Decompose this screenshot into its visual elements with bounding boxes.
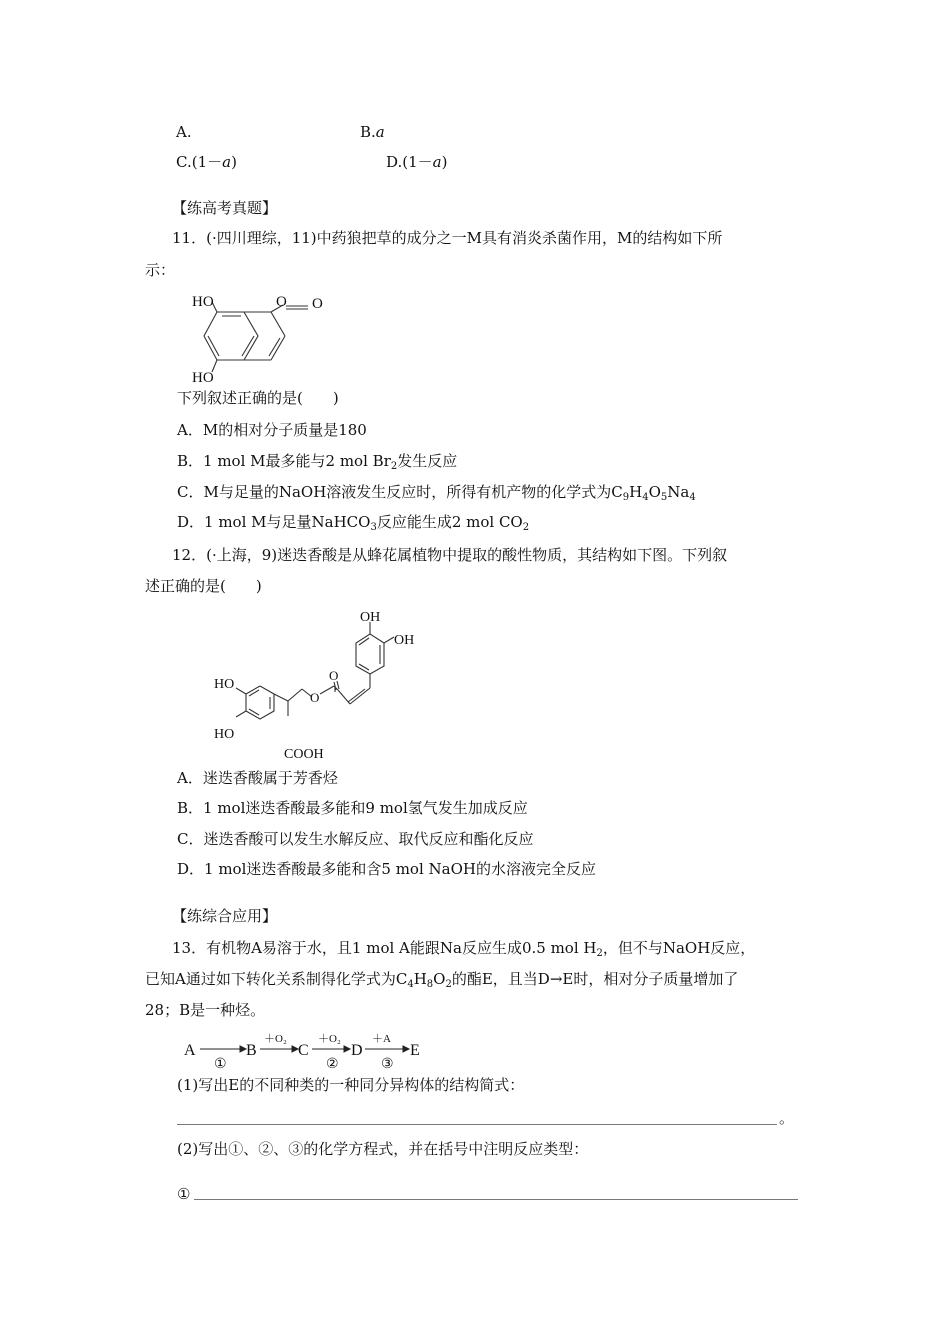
q13-stem-line2: 已知A通过如下转化关系制得化学式为$C_4H_8O_2$的酯E，且当D→E时，相对分子质量增加了 [145,970,739,990]
q13-stem-line3: 28；B是一种烃。 [145,1001,266,1019]
q13-scheme-d: D [351,1042,363,1059]
q13-part1-period: 。 [779,1109,795,1127]
q13-reaction-scheme [180,1024,440,1072]
q12-label-o-carbonyl: O [329,668,339,683]
q11-stem-line1: 11．(·四川理综，11)中药狼把草的成分之一M具有消炎杀菌作用，M的结构如下所 [172,229,723,247]
q10-option-b: B.a [360,123,385,141]
q13-scheme-c: C [298,1042,309,1059]
q10-option-d: D.(1－a) [386,153,448,171]
q13-scheme-reagent4: ＋A [372,1033,391,1045]
q12-option-a: A．迷迭香酸属于芳香烃 [177,769,338,787]
q10-option-c: C.(1－a) [176,153,237,171]
q12-option-b: B．1 mol迷迭香酸最多能和9 mol氢气发生加成反应 [177,799,528,817]
q12-stem-line2: 述正确的是( ) [145,577,262,595]
q13-scheme-reagent3: ＋O₂ [318,1033,341,1045]
q11-option-b: B．1 mol M最多能与2 mol $Br_2$发生反应 [177,452,458,472]
q11-structure-coumarin [186,288,346,386]
q11-label-ho-bottom: HO [192,370,214,386]
q13-part2-item1-answer-line [194,1199,798,1200]
q12-label-cooh: COOH [284,747,324,762]
q11-label-ho-top: HO [192,294,214,310]
q12-label-ho-1: HO [214,677,235,692]
q12-label-ho-2: HO [214,727,235,742]
q11-label-o-ring: O [276,294,287,310]
section-heading-gaokao: 【练高考真题】 [172,199,278,217]
q13-part1-prompt: (1)写出E的不同种类的一种同分异构体的结构简式： [177,1076,525,1094]
q13-scheme-step1: ① [214,1057,227,1072]
q13-stem-line1: 13．有机物A易溶于水，且1 mol A能跟Na反应生成0.5 mol $H_2$，但不与NaOH反应， [172,939,756,959]
q13-scheme-e: E [410,1042,420,1059]
q13-part2-prompt: (2)写出①、②、③的化学方程式，并在括号中注明反应类型： [177,1140,589,1158]
q12-label-oh-1: OH [360,610,381,625]
q13-scheme-b: B [246,1042,257,1059]
q11-option-a: A．M的相对分子质量是180 [177,421,367,439]
q10-option-a: A. [176,123,192,141]
q13-scheme-step2: ② [326,1057,339,1072]
q12-option-d: D．1 mol迷迭香酸最多能和含5 mol NaOH的水溶液完全反应 [177,860,596,878]
q13-scheme-step3: ③ [381,1057,394,1072]
q11-question: 下列叙述正确的是( ) [177,389,339,407]
q13-scheme-reagent2: ＋O₂ [264,1033,287,1045]
q13-part2-item1-label: ① [177,1185,191,1203]
q13-scheme-a: A [184,1042,196,1059]
q12-label-oh-2: OH [394,633,415,648]
q12-label-o-ester: O [310,690,320,705]
q11-option-d: D．1 mol M与足量NaHCO$_3$反应能生成2 mol $CO_2$ [177,513,530,533]
q11-label-o-carbonyl: O [312,296,323,312]
q13-part1-answer-line [177,1124,777,1125]
q12-structure-rosmarinic-acid [210,606,440,766]
section-heading-zonghe: 【练综合应用】 [172,907,278,925]
q11-stem-line2: 示： [145,261,176,279]
q12-option-c: C．迷迭香酸可以发生水解反应、取代反应和酯化反应 [177,830,534,848]
q12-stem-line1: 12．(·上海，9)迷迭香酸是从蜂花属植物中提取的酸性物质，其结构如下图。下列叙 [172,546,728,564]
q11-option-c: C．M与足量的NaOH溶液发生反应时，所得有机产物的化学式为$C_9H_4O_5Na_4$ [177,483,696,503]
